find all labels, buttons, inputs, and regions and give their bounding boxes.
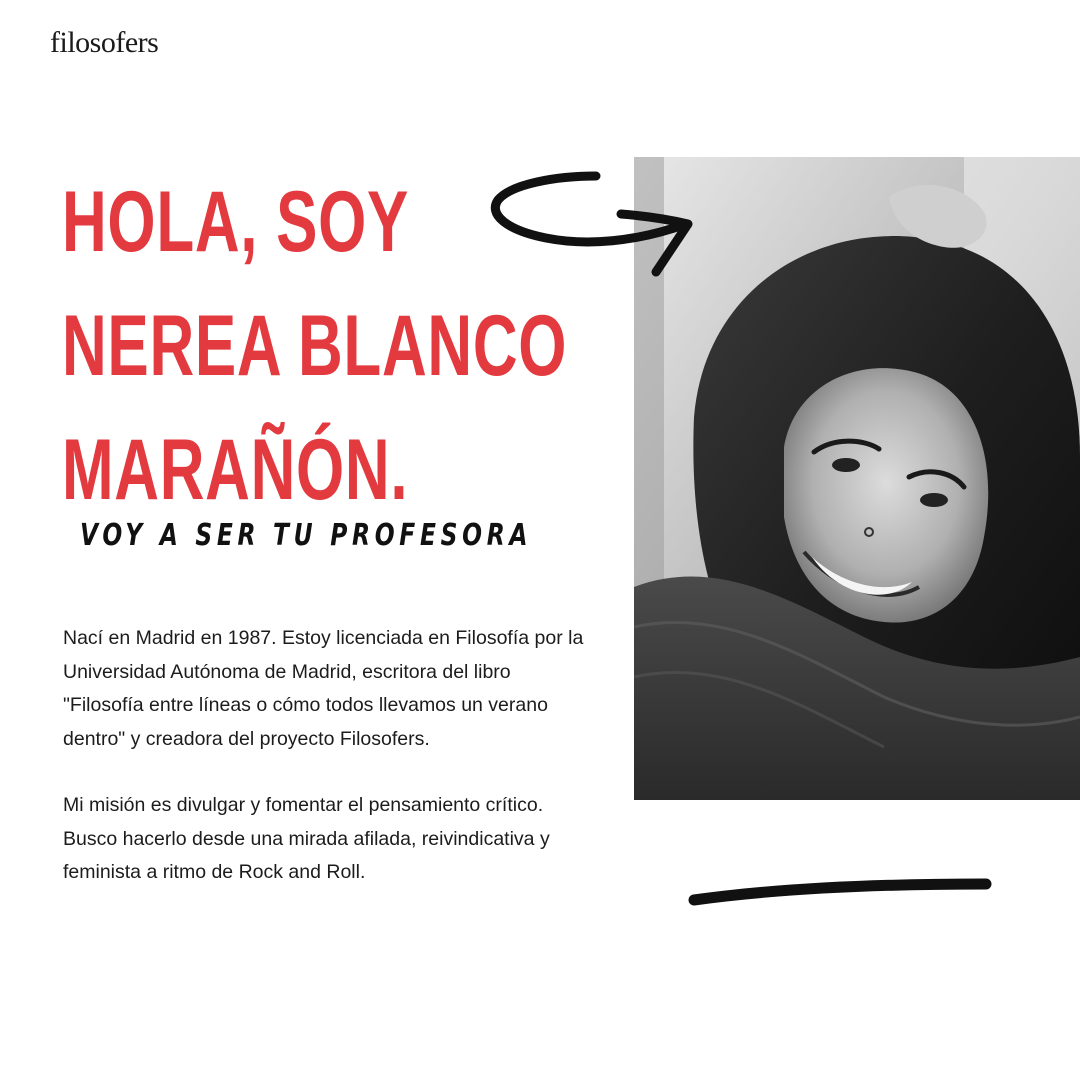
bio-text (63, 622, 593, 890)
brush-stroke-icon (686, 872, 996, 912)
bio-paragraph-2: Mi misión es divulgar y fomentar el pensamiento crítico. Busco hacerlo desde una mirada afilada, reivindicativa y feminista a ritmo de Rock and Roll. (63, 794, 550, 883)
brand-logo: filosofers (50, 26, 159, 59)
subtitle: VOY A SER TU PROFESORA (80, 518, 533, 553)
hand-drawn-arrow-icon (486, 162, 701, 282)
headline-line-2: NEREA BLANCO (62, 298, 568, 394)
bio-paragraph-1: Nací en Madrid en 1987. Estoy licenciada en Filosofía por la Universidad Autónoma de Madrid, escritora del libro "Filosofía entre líneas o cómo todos llevamos un verano dentro" y creadora del proyecto Filosofers. (63, 627, 584, 750)
headline-line-3: MARAÑÓN. (62, 422, 409, 518)
headline-line-1: HOLA, SOY (62, 174, 410, 270)
